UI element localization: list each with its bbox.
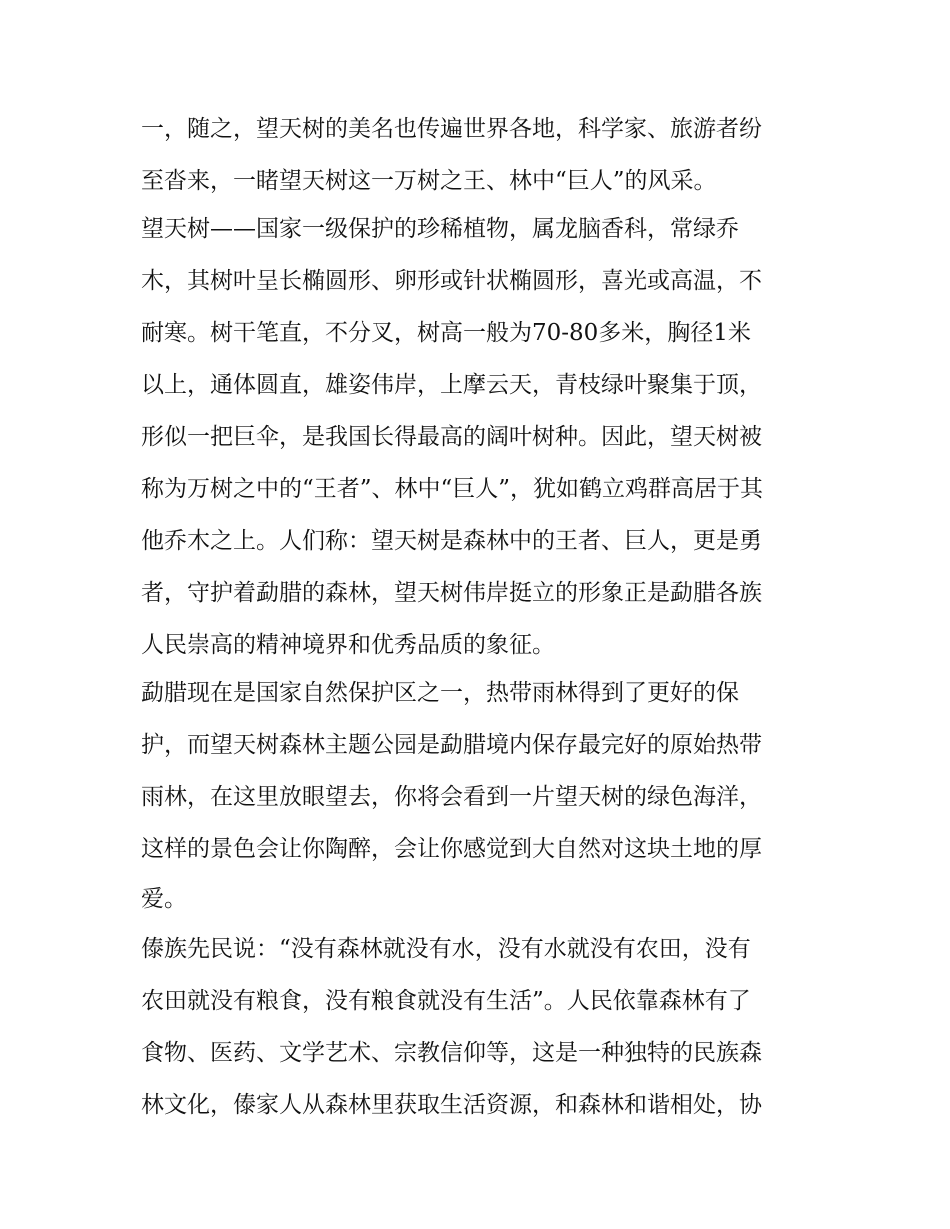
text-line: 者，守护着勐腊的森林，望天树伟岸挺立的形象正是勐腊各族 xyxy=(141,580,762,606)
text-line: 人民崇高的精神境界和优秀品质的象征。 xyxy=(141,632,555,658)
text-line: 耐寒。树干笔直，不分叉，树高一般为70-80多米，胸径1米 xyxy=(141,320,751,346)
text-line: 称为万树之中的“王者”、林中“巨人”，犹如鹤立鸡群高居于其 xyxy=(141,476,764,502)
text-line: 他乔木之上。人们称：望天树是森林中的王者、巨人，更是勇 xyxy=(141,528,762,554)
text-line: 雨林，在这里放眼望去，你将会看到一片望天树的绿色海洋， xyxy=(141,784,762,810)
text-line: 勐腊现在是国家自然保护区之一，热带雨林得到了更好的保 xyxy=(141,680,739,706)
text-line: 农田就没有粮食，没有粮食就没有生活”。人民依靠森林有了 xyxy=(141,988,751,1014)
text-line: 食物、医药、文学艺术、宗教信仰等，这是一种独特的民族森 xyxy=(141,1040,762,1066)
text-line: 形似一把巨伞，是我国长得最高的阔叶树种。因此，望天树被 xyxy=(141,424,762,450)
text-line: 爱。 xyxy=(141,886,187,912)
text-line: 木，其树叶呈长椭圆形、卵形或针状椭圆形，喜光或高温，不 xyxy=(141,268,762,294)
text-line: 护，而望天树森林主题公园是勐腊境内保存最完好的原始热带 xyxy=(141,732,762,758)
text-line: 林文化，傣家人从森林里获取生活资源，和森林和谐相处，协 xyxy=(141,1092,762,1118)
text-line: 望天树——国家一级保护的珍稀植物，属龙脑香科，常绿乔 xyxy=(141,216,739,242)
text-line: 这样的景色会让你陶醉，会让你感觉到大自然对这块土地的厚 xyxy=(141,836,762,862)
text-line: 至沓来，一睹望天树这一万树之王、林中“巨人”的风采。 xyxy=(141,168,717,194)
text-line: 一，随之，望天树的美名也传遍世界各地，科学家、旅游者纷 xyxy=(141,116,762,142)
text-line: 傣族先民说：“没有森林就没有水，没有水就没有农田，没有 xyxy=(141,936,751,962)
text-line: 以上，通体圆直，雄姿伟岸，上摩云天，青枝绿叶聚集于顶， xyxy=(141,372,762,398)
